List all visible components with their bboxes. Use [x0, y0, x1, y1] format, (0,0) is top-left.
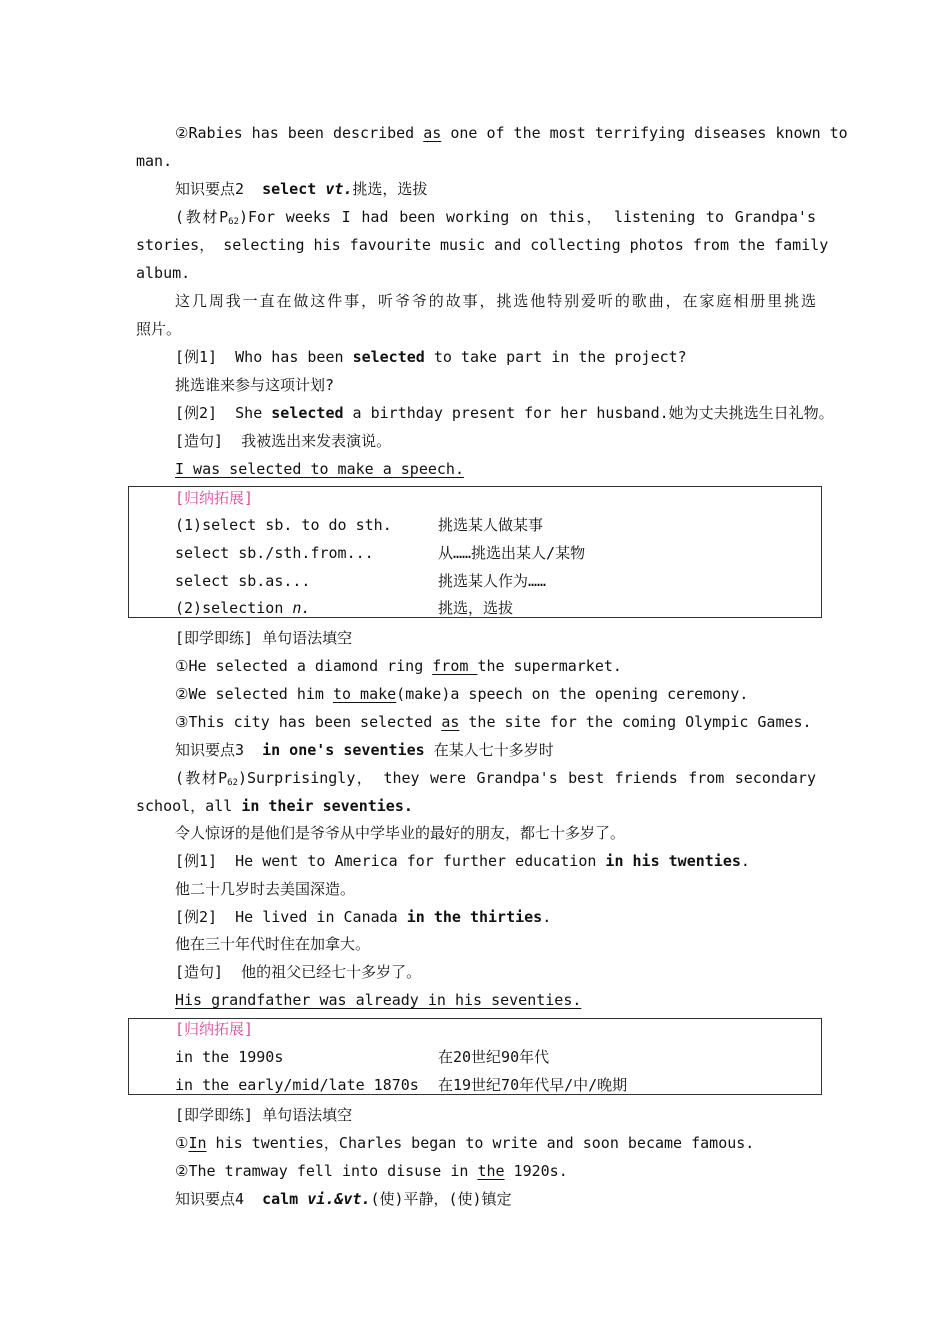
sentence-answer: His grandfather was already in his seventies.: [175, 991, 582, 1009]
summary-title: [归纳拓展]: [175, 489, 254, 507]
practice-item-1: ①He selected a diamond ring from the supermarket.: [175, 657, 622, 675]
practice-item-2: ②Rabies has been described as one of the most terrifying diseases known to: [175, 124, 848, 142]
textbook-quote-cont: school，all in their seventies.: [136, 797, 413, 815]
example-1: [例1] He went to America for further education in his twenties.: [175, 852, 750, 870]
sentence-making: [造句] 他的祖父已经七十多岁了。: [175, 963, 422, 981]
practice-item-1: ①In his twenties，Charles began to write and soon became famous.: [175, 1134, 755, 1152]
knowledge-point-heading: 知识要点3 in one's seventies 在某人七十多岁时: [175, 741, 554, 759]
summary-meaning: 在20世纪90年代: [438, 1048, 550, 1066]
summary-meaning: 挑选某人做某事: [438, 516, 544, 534]
summary-phrase: in the early/mid/late 1870s: [175, 1076, 419, 1094]
textbook-quote-cont: stories， selecting his favourite music and collecting photos from the family: [136, 236, 829, 254]
translation: 令人惊讶的是他们是爷爷从中学毕业的最好的朋友，都七十多岁了。: [175, 824, 626, 842]
sentence-answer: I was selected to make a speech.: [175, 460, 464, 478]
practice-item-2: ②We selected him to make(make)a speech on the opening ceremony.: [175, 685, 749, 703]
summary-meaning: 挑选某人作为……: [438, 572, 547, 590]
practice-item-3: ③This city has been selected as the site for the coming Olympic Games.: [175, 713, 812, 731]
summary-phrase: select sb./sth.from...: [175, 544, 374, 562]
example-2-translation: 他在三十年代时住在加拿大。: [175, 935, 371, 953]
knowledge-point-heading: 知识要点4 calm vi.&vt.(使)平静，(使)镇定: [175, 1190, 512, 1208]
summary-meaning: 从……挑选出某人/某物: [438, 544, 586, 562]
example-2: [例2] She selected a birthday present for her husband.她为丈夫挑选生日礼物。: [175, 404, 834, 422]
practice-item-2-cont: man.: [136, 152, 173, 170]
practice-title: [即学即练] 单句语法填空: [175, 1106, 353, 1124]
summary-meaning: 在19世纪70年代早/中/晚期: [438, 1076, 628, 1094]
textbook-quote: (教材$P_{62})For$ weeks I had been working on this， listening to Grandpa's: [175, 208, 816, 227]
textbook-quote: (教材$P_{62})Surprisingly$， they were Grandpa's best friends from secondary: [175, 769, 816, 788]
example-1-translation: 他二十几岁时去美国深造。: [175, 880, 356, 898]
practice-title: [即学即练] 单句语法填空: [175, 629, 353, 647]
knowledge-point-heading: 知识要点2 select vt.挑选，选拔: [175, 180, 428, 198]
example-2: [例2] He lived in Canada in the thirties.: [175, 908, 552, 926]
summary-phrase: (1)select sb. to do sth.: [175, 516, 392, 534]
example-1-translation: 挑选谁来参与这项计划?: [175, 376, 335, 394]
practice-item-2: ②The tramway fell into disuse in the 1920s.: [175, 1162, 568, 1180]
translation-cont: 照片。: [136, 320, 182, 338]
summary-phrase: (2)selection n.: [175, 599, 311, 617]
example-1: [例1] Who has been selected to take part in the project?: [175, 348, 687, 366]
answer-blank: as: [423, 124, 442, 142]
summary-meaning: 挑选，选拔: [438, 599, 514, 617]
textbook-quote-end: album.: [136, 264, 191, 282]
summary-title: [归纳拓展]: [175, 1020, 254, 1038]
summary-phrase: in the 1990s: [175, 1048, 284, 1066]
translation: 这几周我一直在做这件事，听爷爷的故事，挑选他特别爱听的歌曲，在家庭相册里挑选: [175, 292, 816, 310]
sentence-making: [造句] 我被选出来发表演说。: [175, 432, 392, 450]
summary-phrase: select sb.as...: [175, 572, 311, 590]
